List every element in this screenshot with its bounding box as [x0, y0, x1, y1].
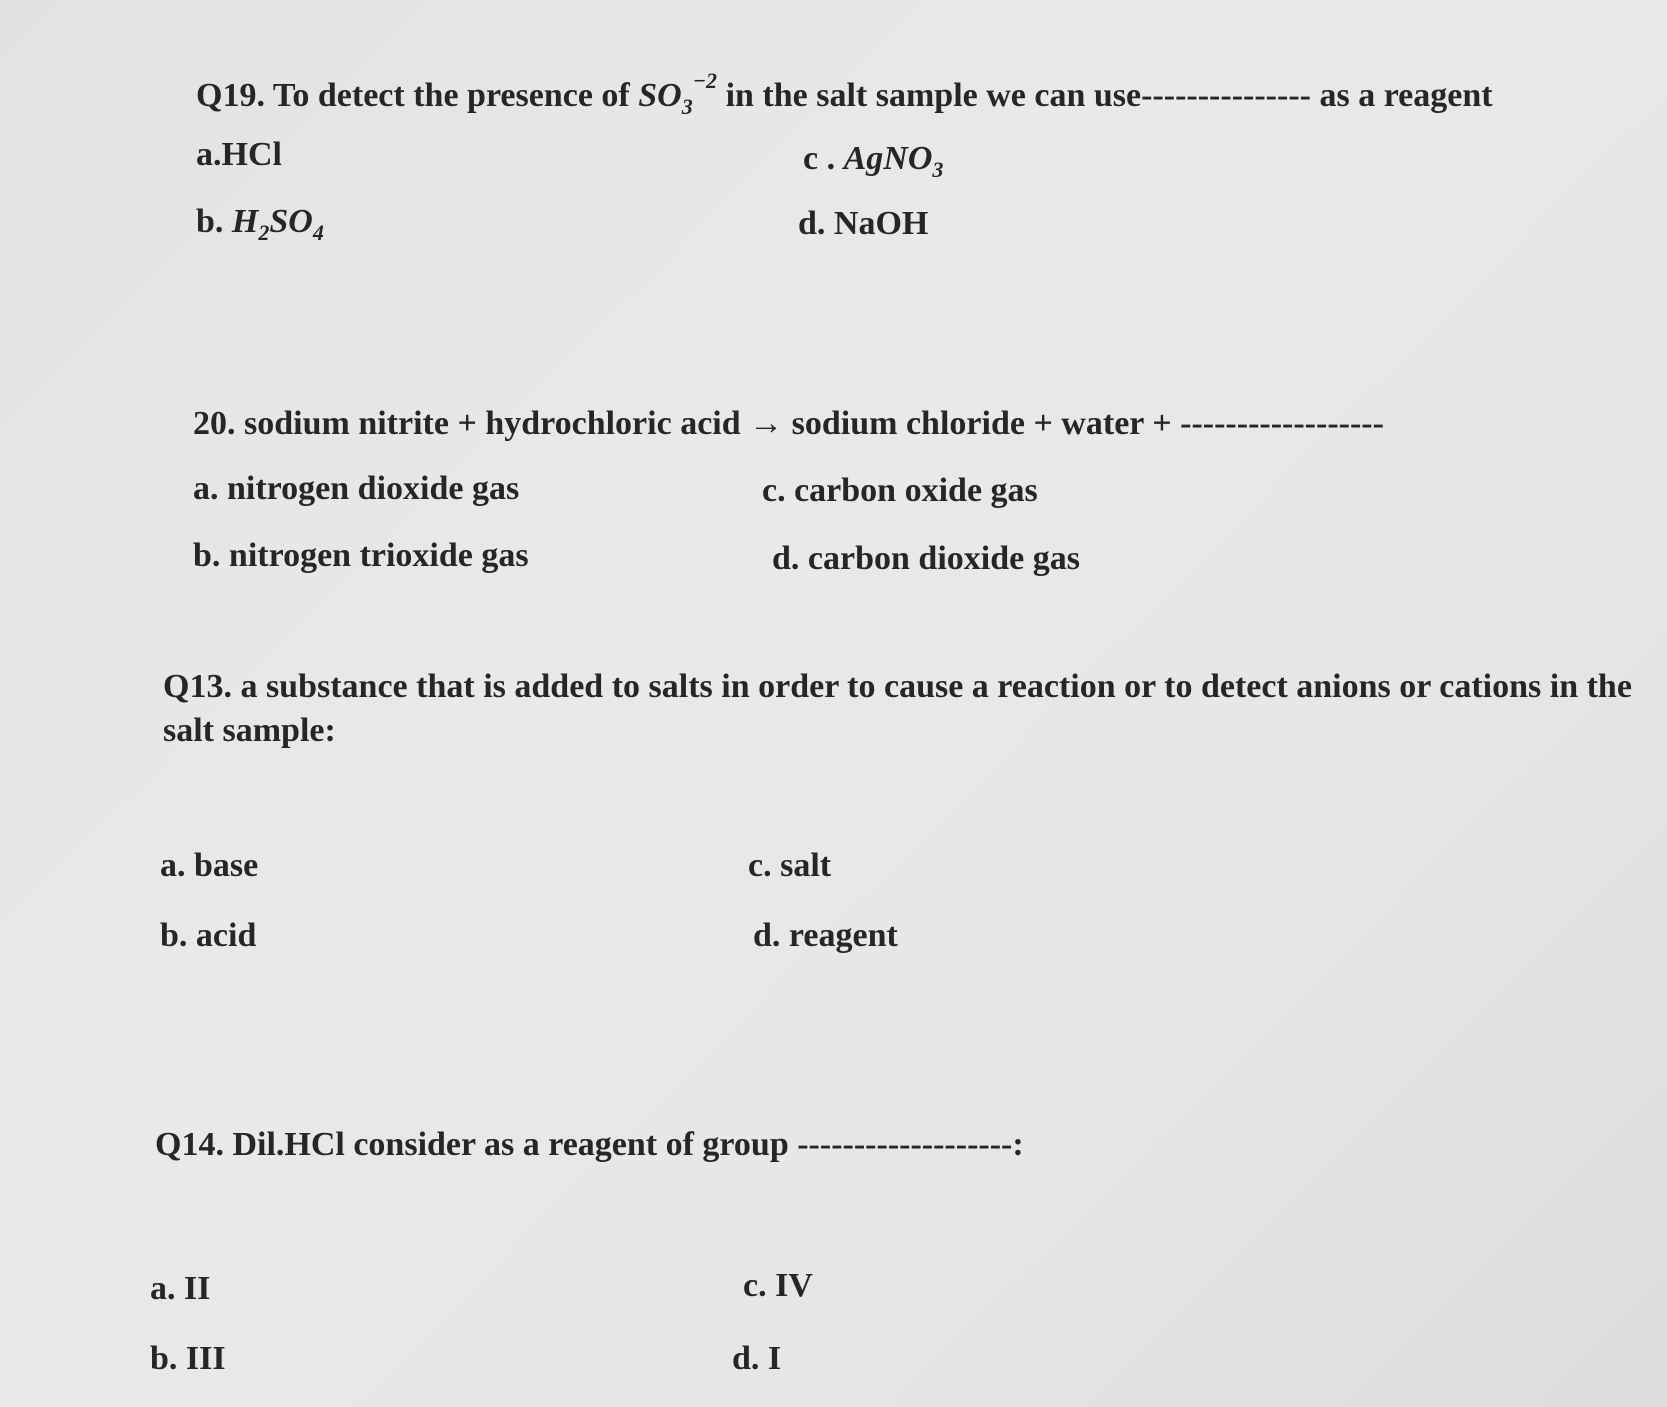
q19-option-b-sub1: 2 — [258, 220, 270, 245]
q20-blank: ------------------ — [1180, 405, 1384, 442]
q19-ion-base: SO — [638, 77, 682, 114]
q13-option-b: b. acid — [160, 917, 257, 954]
q13-option-c: c. salt — [748, 847, 832, 884]
q14-option-d: d. I — [732, 1340, 782, 1377]
q19-stem-prefix: Q19. To detect the presence of — [196, 77, 639, 114]
q19-stem — [196, 68, 1493, 120]
q19-option-b — [196, 203, 324, 246]
q20-stem — [193, 405, 1384, 443]
q19-ion-sub: 3 — [681, 94, 693, 119]
q20-stem-text: 20. sodium nitrite + hydrochloric acid → sodium chloride + water + — [193, 405, 1181, 442]
q19-option-b-h: H — [231, 203, 259, 240]
q20-option-b: b. nitrogen trioxide gas — [193, 537, 529, 574]
q19-option-b-sub2: 4 — [312, 220, 324, 245]
q19-blank: --------------- — [1141, 77, 1311, 114]
q13-option-a: a. base — [160, 847, 259, 884]
q14-option-c: c. IV — [743, 1267, 813, 1304]
q13-option-d: d. reagent — [753, 917, 898, 954]
q14-stem-text: Q14. Dil.HCl consider as a reagent of group — [155, 1126, 798, 1163]
q13-stem: Q13. a substance that is added to salts in order to cause a reaction or to detect anions or cations in the salt sample: — [163, 668, 1632, 749]
q14-stem — [155, 1126, 1024, 1164]
q19-option-c-label: c . — [803, 140, 844, 177]
q19-stem-suffix: in the salt sample we can use — [717, 77, 1142, 114]
q19-option-c-sub: 3 — [932, 157, 944, 182]
q19-option-d: d. NaOH — [798, 205, 929, 242]
q19-option-c — [803, 140, 943, 183]
q20-option-c: c. carbon oxide gas — [762, 472, 1038, 509]
q19-option-c-base: AgNO — [843, 140, 933, 177]
q20-option-d: d. carbon dioxide gas — [772, 540, 1080, 577]
q20-option-a: a. nitrogen dioxide gas — [193, 470, 520, 507]
q19-option-b-so: SO — [269, 203, 313, 240]
q19-option-b-label: b. — [196, 203, 232, 240]
q14-option-b: b. III — [150, 1340, 226, 1377]
q14-blank: -------------------: — [797, 1126, 1024, 1163]
q19-stem-end: as a reagent — [1310, 77, 1493, 114]
q19-ion-sup: −2 — [692, 68, 718, 93]
q14-option-a: a. II — [150, 1270, 211, 1307]
q19-option-a: a.HCl — [196, 136, 282, 173]
